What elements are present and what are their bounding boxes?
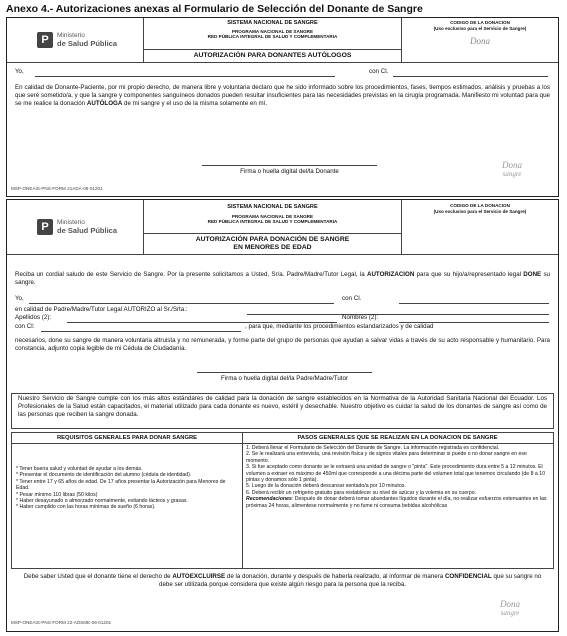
dona-sangre-watermark: Dona <box>470 36 490 46</box>
yo-label: Yo, <box>15 295 24 302</box>
ministry-logo <box>7 200 144 254</box>
form-title: AUTORIZACIÓN PARA DONANTES AUTÓLOGOS <box>144 49 401 59</box>
system-name: SISTEMA NACIONAL DE SANGRE <box>227 204 318 210</box>
step-item: 5. Luego de la donación deberá descansar sentado/a por 10 minutos. <box>246 483 406 490</box>
ministry-logo <box>7 18 144 62</box>
code-title: CODIGO DE LA DONACION <box>450 20 510 25</box>
quality-statement: Nuestro Servicio de Sangre cumple con los más altos estándares de calidad para la donación de sangre establecidos en la Normativa de la Autoridad Sanitaria Nacional del Ecuador. Los Profesionales de la Salud están capacitados, el material utilizado para cada donante es nuevo, estéril y desechable. Nuestro objetivo es cuidar la salud de los donantes de sangre así como de las personas que reciben la sangre donada. <box>11 393 554 429</box>
ci-label: con CI. <box>342 295 362 302</box>
code-note: (Uso exclusivo para el Servicio de Sangre) <box>433 25 527 31</box>
calidad-label: en calidad de Padre/Madre/Tutor Legal AUTORIZO al Sr./Srta.: <box>15 306 188 313</box>
logo-text: Ministerio <box>57 32 85 39</box>
program-name: PROGRAMA NACIONAL DE SANGRE <box>231 28 314 34</box>
name-field[interactable] <box>35 76 335 77</box>
requirements-header: REQUISITOS GENERALES PARA DONAR SANGRE <box>12 433 242 444</box>
step-item: 1. Deberá llenar el Formulario de Selección del Donante de Sangre. La información registrada es confidencial. <box>246 445 500 451</box>
dona-sangre-stamp: Dona sangre <box>502 160 522 178</box>
step-item: 2. Se le realizará una entrevista, una revisión física y de signos vitales para determinar si puede o no donar sangre en ese momento. <box>246 451 527 464</box>
steps-list <box>242 444 553 496</box>
network-name: RED PÚBLICA INTEGRAL DE SALUD Y COMPLEMENTARIA <box>207 219 338 224</box>
donation-code-box <box>402 18 558 62</box>
apellidos-label: Apellidos (2): <box>15 314 52 321</box>
form-title: AUTORIZACIÓN PARA DONACIÓN DE SANGRE <box>195 236 350 243</box>
consent-paragraph: necesarios, done su sangre de manera voluntaria altruista y no remunerada, y forme parte del grupo de personas que ayudan a salvar vidas a través de su acto responsable y humanitario. Para constancia, adjunto copia legible de mi Cédula de Ciudadanía. <box>15 337 550 353</box>
recommendations: Recomendaciones: Después de donar deberá tomar abundantes líquidos durante el día, no realizar esfuerzos extenuantes en las próximas 24 horas, alimentese normalmente y no fume ni consuma bebidas alcohólicas <box>246 496 547 509</box>
requirement-item: * Pesar mínimo 110 libras (50 kilos) <box>16 491 98 498</box>
ministry-emblem-icon: P <box>37 219 53 235</box>
requirement-item: * Haber cumplido con las horas mínimas de sueño (6 horas). <box>16 504 156 511</box>
requirement-item: * Presentar el documento de identificación del alumno (cédula de identidad). <box>16 472 192 479</box>
form-code: MSP-ONEAIS-PNS-FORM 22-ADSME-06-01201 <box>11 620 112 625</box>
ministry-emblem-icon: P <box>37 32 53 48</box>
minor-donation-form <box>6 199 559 632</box>
logo-text: de Salud Pública <box>57 226 118 235</box>
form-subtitle: EN MENORES DE EDAD <box>233 244 312 251</box>
form-code: MSP-ONEAIS-PNS-FORM 21ADA-06-01201 <box>11 186 103 191</box>
requirements-steps-table <box>11 432 554 569</box>
yo-label: Yo, <box>15 68 24 75</box>
parent-ci-field[interactable] <box>399 303 549 304</box>
signature-label: Firma o huella digital del/la Donante <box>240 168 339 175</box>
dona-sangre-stamp: Dona sangre <box>500 599 520 617</box>
step-item: 3. Si fue aceptado como donante se le extraerá una unidad de sangre o "pinta". Este procedimiento dura entre 5 a 12 minutos. El volumen a extraer es máximo de 450ml que corresponde a una décima parte del volumen total que tenemos circulando (de 8 a 10 pintas y donamos sólo 1 pinta). <box>246 464 546 484</box>
autologous-form <box>6 17 559 197</box>
step-item: 6. Deberá recibir un refrigerio gratuito para restablecer su nivel de azúcar y la volemia en su cuerpo. <box>246 489 477 496</box>
steps-header: PASOS GENERALES QUE SE REALIZAN EN LA DONACION DE SANGRE <box>242 433 553 444</box>
minor-ci-field[interactable] <box>41 331 241 332</box>
code-title: CODIGO DE LA DONACION <box>450 203 510 208</box>
code-note: (Uso exclusivo para el Servicio de Sangre) <box>433 208 527 214</box>
minor-field[interactable] <box>247 314 549 315</box>
intro-paragraph: Reciba un cordial saludo de este Servicio de Sangre. Por la presente solicitamos a Usted, Sr/a. Padre/Madre/Tutor Legal, la AUTORIZACION para que su hijo/a/representado legal DONE su sangre. <box>15 271 551 287</box>
signature-line[interactable] <box>202 165 377 166</box>
nombres-label: Nombres (2): <box>342 314 379 321</box>
autologous-statement: En calidad de Donante-Paciente, por mi propio derecho, de manera libre y voluntaria declaro que he sido informado sobre los procedimientos, fases, tiempos estimados, análisis y pruebas a los que seré sometido/a, y que la sangre y componentes sanguíneos donados pueden resultar insuficientes para las necesidades previstas en la cirugía programada. Manifiesto mi voluntad para que se me realice la donación AUTÓLOGA de mi sangre y el uso de la misma solamente en mí. <box>15 84 550 108</box>
signature-label: Firma o huella digital del/la Padre/Madre/Tutor <box>220 375 349 382</box>
network-name: RED PÚBLICA INTEGRAL DE SALUD Y COMPLEMENTARIA <box>207 34 338 39</box>
requirements-list <box>12 444 242 511</box>
system-name: SISTEMA NACIONAL DE SANGRE <box>227 20 318 26</box>
program-name: PROGRAMA NACIONAL DE SANGRE <box>231 213 314 219</box>
signature-line[interactable] <box>197 372 372 373</box>
ci-field[interactable] <box>393 76 548 77</box>
con-ci-label: con CI: <box>15 323 35 330</box>
annex-title: Anexo 4.- Autorizaciones anexas al Formulario de Selección del Donante de Sangre <box>6 3 423 15</box>
ci-label: con CI. <box>369 68 389 75</box>
requirement-item: * Tener entre 17 y 65 años de edad. De 17 años presentar la Autorización para Menores de Edad. <box>16 478 226 492</box>
requirement-item: * Haber desayunado o almorzado normalmente, evitando lácteos y grasas. <box>16 498 188 505</box>
logo-text: de Salud Pública <box>57 39 118 48</box>
donation-code-box <box>402 200 558 254</box>
parent-name-field[interactable] <box>29 303 334 304</box>
logo-text: Ministerio <box>57 219 85 226</box>
self-exclusion-notice: Debe saber Usted que el donante tiene el derecho de AUTOEXCLUIRSE de la donación, durante y después de haberla realizado, al informar de manera CONFIDENCIAL que su sangre no debe ser utilizada porque considera que existe algún riesgo para la persona que la reciba. <box>23 573 542 589</box>
requirement-item: * Tener buena salud y voluntad de ayudar a los demás. <box>16 466 143 472</box>
para-que-text: , para que, mediante los procedimientos estandarizados y de calidad <box>245 323 434 330</box>
